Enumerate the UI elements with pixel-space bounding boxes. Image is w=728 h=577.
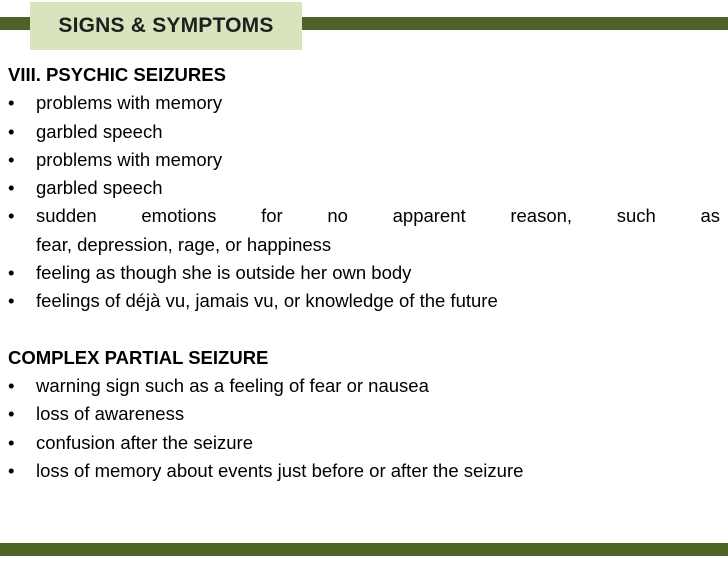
bullet-icon: • [8,431,15,453]
list-item [8,287,720,315]
bullet-icon: • [8,120,15,142]
bullet-icon: • [8,262,15,284]
bullet-text: confusion after the seizure [36,431,253,453]
list-item [8,202,720,259]
section-heading-complex-partial: COMPLEX PARTIAL SEIZURE [8,346,269,368]
list-item [8,259,720,287]
slide-content [8,61,720,485]
bullet-text [36,202,720,259]
spacer [8,316,720,344]
bullet-icon: • [8,403,15,425]
bullet-icon: • [8,92,15,114]
bullet-text: loss of awareness [36,403,185,425]
bullet-text: loss of memory about events just before or after the seizure [36,459,524,481]
bullet-text-line-2: fear, depression, rage, or happiness [36,233,332,255]
list-item [8,89,720,117]
bullet-text: warning sign such as a feeling of fear or nausea [36,374,429,396]
bullet-icon: • [8,148,15,170]
list-item [8,146,720,174]
title-box [30,2,302,50]
bullet-icon: • [8,374,15,396]
bullet-text: feeling as though she is outside her own body [36,262,412,284]
bullet-text: problems with memory [36,92,223,114]
list-item [8,400,720,428]
bullet-text: feelings of déjà vu, jamais vu, or knowledge of the future [36,290,498,312]
bottom-accent-bar [0,543,728,556]
list-item [8,429,720,457]
bullet-text: garbled speech [36,177,163,199]
bullet-icon: • [8,205,15,227]
bullet-text-line-1: sudden emotions for no apparent reason, such as [36,205,720,227]
bullet-icon: • [8,177,15,199]
slide-title: SIGNS & SYMPTOMS [58,14,274,37]
list-item [8,372,720,400]
list-item [8,118,720,146]
bullet-icon: • [8,459,15,481]
section-heading-psychic: VIII. PSYCHIC SEIZURES [8,64,226,85]
bullet-text: problems with memory [36,148,223,170]
list-item [8,457,720,485]
bullet-icon: • [8,290,15,312]
bullet-text: garbled speech [36,120,163,142]
list-item [8,174,720,202]
